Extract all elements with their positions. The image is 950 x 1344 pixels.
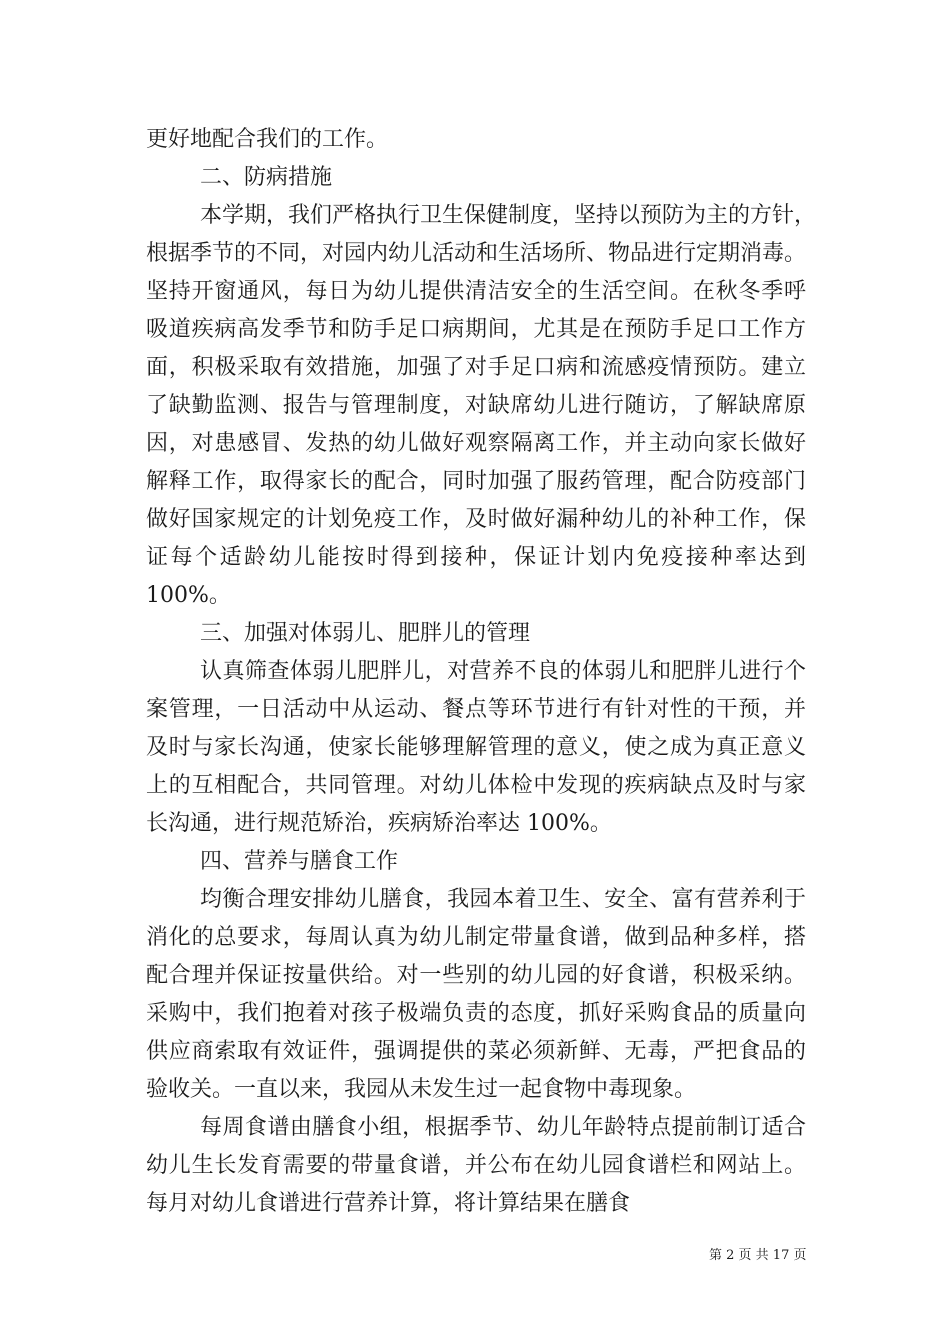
text-line: 均衡合理安排幼儿膳食，我园本着卫生、安全、富有营养利于 — [200, 887, 806, 912]
text-line: 解释工作，取得家长的配合，同时加强了服药管理，配合防疫部门 — [146, 469, 806, 494]
text-line: 因，对患感冒、发热的幼儿做好观察隔离工作，并主动向家长做好 — [146, 431, 806, 456]
text-line: 100%。 — [146, 583, 231, 608]
text-line: 上的互相配合，共同管理。对幼儿体检中发现的疾病缺点及时与家 — [146, 773, 806, 798]
text-line: 做好国家规定的计划免疫工作，及时做好漏种幼儿的补种工作，保 — [146, 507, 806, 532]
page-number: 第 2 页 共 17 页 — [709, 1248, 807, 1263]
text-line: 更好地配合我们的工作。 — [146, 127, 389, 152]
text-line: 了缺勤监测、报告与管理制度，对缺席幼儿进行随访，了解缺席原 — [146, 393, 806, 418]
text-line: 幼儿生长发育需要的带量食谱，并公布在幼儿园食谱栏和网站上。 — [146, 1153, 806, 1178]
text-line: 及时与家长沟通，使家长能够理解管理的意义，使之成为真正意义 — [146, 735, 806, 760]
text-line: 供应商索取有效证件，强调提供的菜必须新鲜、无毒，严把食品的 — [146, 1039, 806, 1064]
section-heading-weak-obese-children: 三、加强对体弱儿、肥胖儿的管理 — [200, 621, 531, 646]
text-line: 面，积极采取有效措施，加强了对手足口病和流感疫情预防。建立 — [146, 355, 806, 380]
text-line: 每月对幼儿食谱进行营养计算，将计算结果在膳食 — [146, 1191, 631, 1216]
text-line: 验收关。一直以来，我园从未发生过一起食物中毒现象。 — [146, 1077, 697, 1102]
text-line: 坚持开窗通风，每日为幼儿提供清洁安全的生活空间。在秋冬季呼 — [146, 279, 806, 304]
text-line: 消化的总要求，每周认真为幼儿制定带量食谱，做到品种多样，搭 — [146, 925, 806, 950]
text-line: 采购中，我们抱着对孩子极端负责的态度，抓好采购食品的质量向 — [146, 1001, 806, 1026]
text-line: 本学期，我们严格执行卫生保健制度，坚持以预防为主的方针， — [200, 203, 817, 228]
text-line: 认真筛查体弱儿肥胖儿，对营养不良的体弱儿和肥胖儿进行个 — [200, 659, 806, 684]
text-line: 根据季节的不同，对园内幼儿活动和生活场所、物品进行定期消毒。 — [146, 241, 807, 266]
text-line: 案管理，一日活动中从运动、餐点等环节进行有针对性的干预，并 — [146, 697, 806, 722]
section-heading-nutrition-meals: 四、营养与膳食工作 — [200, 849, 399, 874]
text-line: 证每个适龄幼儿能按时得到接种，保证计划内免疫接种率达到 — [146, 545, 806, 570]
section-heading-disease-prevention: 二、防病措施 — [200, 165, 333, 190]
text-line: 长沟通，进行规范矫治，疾病矫治率达 100%。 — [146, 811, 612, 836]
text-line: 每周食谱由膳食小组，根据季节、幼儿年龄特点提前制订适合 — [200, 1115, 806, 1140]
text-line: 吸道疾病高发季节和防手足口病期间，尤其是在预防手足口工作方 — [146, 317, 806, 342]
text-line: 配合理并保证按量供给。对一些别的幼儿园的好食谱，积极采纳。 — [146, 963, 806, 988]
